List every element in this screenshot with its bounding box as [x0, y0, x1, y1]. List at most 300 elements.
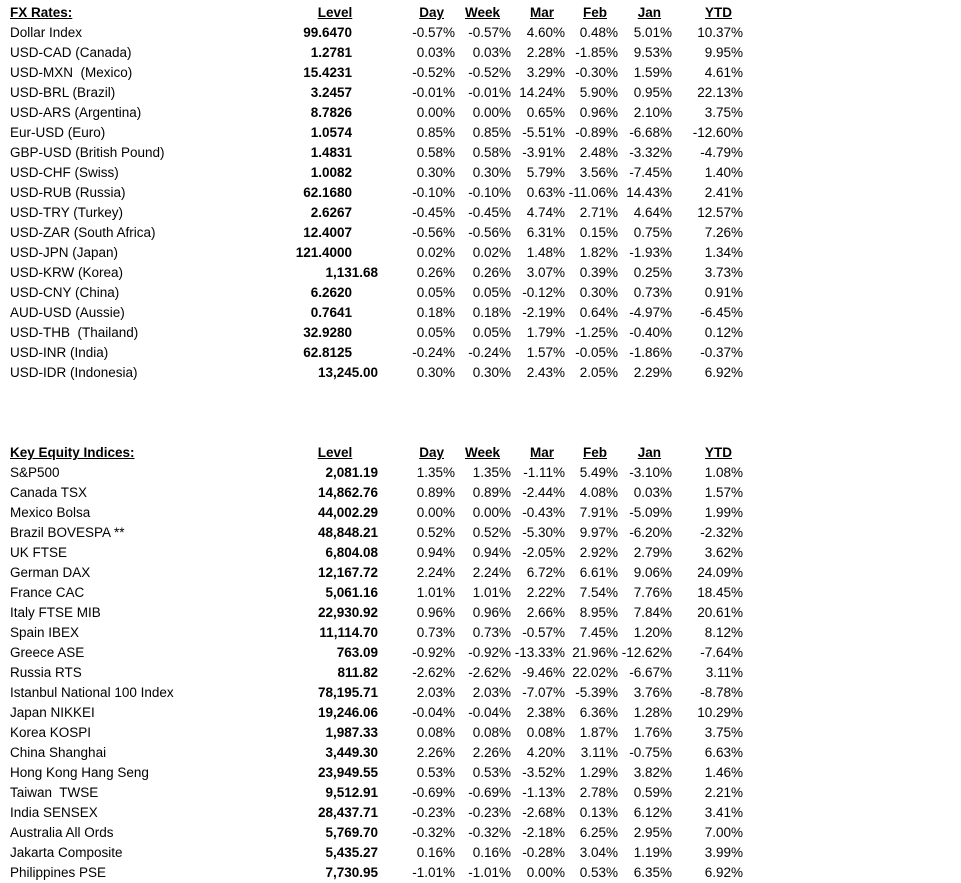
instrument-name: USD-ZAR (South Africa) [10, 225, 156, 240]
jan-change: 0.59% [633, 785, 672, 800]
feb-change: 9.97% [579, 525, 618, 540]
day-change: -0.52% [412, 65, 455, 80]
level-value: 5,769.70 [325, 825, 378, 840]
jan-change: 2.79% [633, 545, 672, 560]
fx-column-header-level: Level [317, 5, 353, 20]
equity-row [0, 503, 744, 523]
fx-row [0, 123, 744, 143]
week-change: -0.92% [468, 645, 511, 660]
instrument-name: USD-CNY (China) [10, 285, 120, 300]
level-value: 1.2781 [310, 45, 352, 60]
ytd-change: -2.32% [700, 525, 743, 540]
level-value: 763.09 [336, 645, 378, 660]
jan-change: 1.19% [633, 845, 672, 860]
jan-change: 5.01% [633, 25, 672, 40]
day-change: 0.30% [416, 365, 455, 380]
level-value: 12.4007 [303, 225, 352, 240]
fx-row [0, 303, 744, 323]
day-change: -0.24% [412, 345, 455, 360]
feb-change: 0.96% [579, 105, 618, 120]
ytd-change: -12.60% [692, 125, 743, 140]
ytd-change: 10.29% [697, 705, 743, 720]
level-value: 7,730.95 [325, 865, 378, 880]
jan-change: 4.64% [633, 205, 672, 220]
equity-row [0, 663, 744, 683]
index-name: Italy FTSE MIB [10, 605, 101, 620]
week-change: 0.53% [472, 765, 511, 780]
day-change: 0.73% [416, 625, 455, 640]
jan-change: 1.76% [633, 725, 672, 740]
instrument-name: USD-KRW (Korea) [10, 265, 124, 280]
mar-change: -2.44% [522, 485, 565, 500]
equity-row [0, 463, 744, 483]
mar-change: 2.66% [526, 605, 565, 620]
equity-row [0, 823, 744, 843]
ytd-change: -8.78% [700, 685, 743, 700]
fx-row [0, 103, 744, 123]
jan-change: 7.84% [633, 605, 672, 620]
week-change: -0.45% [468, 205, 511, 220]
ytd-change: 6.92% [704, 865, 743, 880]
day-change: -0.01% [412, 85, 455, 100]
feb-change: 2.05% [579, 365, 618, 380]
day-change: 0.52% [416, 525, 455, 540]
mar-change: -5.30% [522, 525, 565, 540]
fx-column-header-feb: Feb [582, 5, 607, 20]
instrument-name: Dollar Index [10, 25, 83, 40]
equity-row [0, 643, 744, 663]
level-value: 62.8125 [303, 345, 352, 360]
mar-change: 0.63% [526, 185, 565, 200]
fx-row [0, 23, 744, 43]
fx-row [0, 263, 744, 283]
ytd-change: 6.63% [704, 745, 743, 760]
equity-row [0, 603, 744, 623]
feb-change: 0.48% [579, 25, 618, 40]
ytd-change: 1.99% [704, 505, 743, 520]
ytd-change: 3.41% [704, 805, 743, 820]
equity-row [0, 483, 744, 503]
jan-change: -0.40% [629, 325, 672, 340]
feb-change: -11.06% [568, 185, 618, 200]
jan-change: -0.75% [629, 745, 672, 760]
level-value: 15.4231 [303, 65, 352, 80]
feb-change: 1.82% [579, 245, 618, 260]
level-value: 19,246.06 [317, 705, 378, 720]
instrument-name: GBP-USD (British Pound) [10, 145, 165, 160]
instrument-name: AUD-USD (Aussie) [10, 305, 125, 320]
week-change: 0.08% [472, 725, 511, 740]
week-change: -0.56% [468, 225, 511, 240]
instrument-name: USD-JPN (Japan) [10, 245, 119, 260]
equity-row [0, 863, 744, 883]
ytd-change: 2.21% [704, 785, 743, 800]
jan-change: 1.20% [633, 625, 672, 640]
week-change: -0.32% [468, 825, 511, 840]
week-change: -2.62% [468, 665, 511, 680]
day-change: -0.04% [412, 705, 455, 720]
ytd-change: 12.57% [697, 205, 743, 220]
feb-change: 8.95% [579, 605, 618, 620]
level-value: 12,167.72 [317, 565, 378, 580]
fx-row [0, 243, 744, 263]
feb-change: 0.13% [579, 805, 618, 820]
jan-change: 0.73% [633, 285, 672, 300]
day-change: 0.08% [416, 725, 455, 740]
day-change: 0.58% [416, 145, 455, 160]
jan-change: 1.28% [633, 705, 672, 720]
week-change: 0.00% [472, 105, 511, 120]
ytd-change: 0.91% [704, 285, 743, 300]
index-name: India SENSEX [10, 805, 98, 820]
day-change: 0.30% [416, 165, 455, 180]
jan-change: 0.25% [633, 265, 672, 280]
mar-change: -2.68% [522, 805, 565, 820]
index-name: Brazil BOVESPA ** [10, 525, 125, 540]
ytd-change: 7.00% [704, 825, 743, 840]
feb-change: 22.02% [572, 665, 618, 680]
equity-header-row [0, 443, 744, 463]
fx-column-header-ytd: YTD [705, 5, 732, 20]
week-change: -0.24% [468, 345, 511, 360]
mar-change: 0.00% [526, 865, 565, 880]
level-value: 1,987.33 [325, 725, 378, 740]
ytd-change: 18.45% [697, 585, 743, 600]
week-change: 1.35% [472, 465, 511, 480]
level-value: 23,949.55 [317, 765, 378, 780]
jan-change: 2.29% [633, 365, 672, 380]
level-value: 5,061.16 [325, 585, 378, 600]
equity-row [0, 783, 744, 803]
ytd-change: 6.92% [704, 365, 743, 380]
jan-change: 6.35% [633, 865, 672, 880]
mar-change: -5.51% [522, 125, 565, 140]
fx-row [0, 203, 744, 223]
day-change: -1.01% [412, 865, 455, 880]
day-change: -2.62% [412, 665, 455, 680]
mar-change: 2.38% [526, 705, 565, 720]
level-value: 6,804.08 [325, 545, 378, 560]
mar-change: 4.60% [526, 25, 565, 40]
ytd-change: -4.79% [700, 145, 743, 160]
jan-change: -3.32% [629, 145, 672, 160]
jan-change: -4.97% [629, 305, 672, 320]
feb-change: -1.25% [575, 325, 618, 340]
week-change: -0.52% [468, 65, 511, 80]
equity-row [0, 583, 744, 603]
ytd-change: 1.34% [704, 245, 743, 260]
ytd-change: 1.40% [704, 165, 743, 180]
instrument-name: USD-IDR (Indonesia) [10, 365, 138, 380]
jan-change: -6.67% [629, 665, 672, 680]
day-change: -0.56% [412, 225, 455, 240]
jan-change: 7.76% [633, 585, 672, 600]
day-change: 0.02% [416, 245, 455, 260]
day-change: -0.45% [412, 205, 455, 220]
ytd-change: 3.62% [704, 545, 743, 560]
feb-change: -0.89% [575, 125, 618, 140]
fx-row [0, 163, 744, 183]
mar-change: -2.18% [522, 825, 565, 840]
day-change: 0.05% [416, 285, 455, 300]
week-change: -0.23% [468, 805, 511, 820]
feb-change: -0.30% [575, 65, 618, 80]
feb-change: 3.04% [579, 845, 618, 860]
level-value: 2,081.19 [325, 465, 378, 480]
level-value: 13,245.00 [317, 365, 378, 380]
ytd-change: -0.37% [700, 345, 743, 360]
week-change: 2.24% [472, 565, 511, 580]
mar-change: 4.20% [526, 745, 565, 760]
week-change: 2.26% [472, 745, 511, 760]
mar-change: -1.11% [523, 465, 565, 480]
level-value: 1.0082 [310, 165, 352, 180]
level-value: 5,435.27 [325, 845, 378, 860]
mar-change: -1.13% [522, 785, 565, 800]
jan-change: 0.03% [633, 485, 672, 500]
ytd-change: 3.11% [705, 665, 743, 680]
fx-row [0, 43, 744, 63]
week-change: -0.10% [468, 185, 511, 200]
day-change: 0.96% [416, 605, 455, 620]
index-name: Hong Kong Hang Seng [10, 765, 149, 780]
day-change: 1.01% [416, 585, 455, 600]
fx-row [0, 323, 744, 343]
mar-change: 0.65% [526, 105, 565, 120]
week-change: 0.05% [472, 325, 511, 340]
day-change: 1.35% [416, 465, 455, 480]
fx-column-header-jan: Jan [637, 5, 661, 20]
level-value: 1,131.68 [325, 265, 378, 280]
week-change: 0.52% [472, 525, 511, 540]
day-change: 2.03% [416, 685, 455, 700]
equity-column-header-level: Level [317, 445, 353, 460]
index-name: Philippines PSE [10, 865, 107, 880]
week-change: 0.94% [472, 545, 511, 560]
feb-change: 6.25% [579, 825, 618, 840]
mar-change: -2.19% [522, 305, 565, 320]
feb-change: -0.05% [575, 345, 618, 360]
jan-change: 2.95% [633, 825, 672, 840]
instrument-name: Eur-USD (Euro) [10, 125, 106, 140]
equity-row [0, 743, 744, 763]
week-change: 1.01% [472, 585, 511, 600]
feb-change: 1.29% [579, 765, 618, 780]
day-change: 0.16% [416, 845, 455, 860]
level-value: 811.82 [337, 665, 378, 680]
day-change: 2.24% [416, 565, 455, 580]
jan-change: -12.62% [621, 645, 672, 660]
index-name: Japan NIKKEI [10, 705, 95, 720]
jan-change: 14.43% [626, 185, 672, 200]
ytd-change: 0.12% [704, 325, 743, 340]
mar-change: -9.46% [522, 665, 565, 680]
level-value: 62.1680 [303, 185, 352, 200]
jan-change: -1.93% [629, 245, 672, 260]
week-change: 0.00% [472, 505, 511, 520]
level-value: 1.4831 [310, 145, 352, 160]
week-change: 2.03% [472, 685, 511, 700]
feb-change: 4.08% [579, 485, 618, 500]
jan-change: -5.09% [629, 505, 672, 520]
ytd-change: 3.75% [704, 725, 743, 740]
equity-column-header-mar: Mar [529, 445, 554, 460]
mar-change: -0.43% [522, 505, 565, 520]
mar-change: 2.22% [526, 585, 565, 600]
day-change: 0.94% [416, 545, 455, 560]
week-change: 0.18% [472, 305, 511, 320]
level-value: 44,002.29 [317, 505, 378, 520]
mar-change: 1.48% [526, 245, 565, 260]
level-value: 22,930.92 [317, 605, 378, 620]
level-value: 14,862.76 [317, 485, 378, 500]
mar-change: 4.74% [526, 205, 565, 220]
feb-change: 5.90% [579, 85, 618, 100]
level-value: 78,195.71 [317, 685, 378, 700]
jan-change: -1.86% [629, 345, 672, 360]
day-change: -0.32% [412, 825, 455, 840]
feb-change: -1.85% [575, 45, 618, 60]
week-change: 0.73% [472, 625, 511, 640]
day-change: -0.10% [412, 185, 455, 200]
equity-row [0, 763, 744, 783]
day-change: 0.53% [416, 765, 455, 780]
mar-change: 3.07% [526, 265, 565, 280]
mar-change: 6.31% [526, 225, 565, 240]
mar-change: 1.57% [526, 345, 565, 360]
index-name: Canada TSX [10, 485, 88, 500]
index-name: Taiwan TWSE [10, 785, 99, 800]
index-name: China Shanghai [10, 745, 107, 760]
day-change: -0.57% [412, 25, 455, 40]
day-change: -0.69% [412, 785, 455, 800]
level-value: 9,512.91 [325, 785, 378, 800]
mar-change: 1.79% [526, 325, 565, 340]
ytd-change: 1.08% [704, 465, 743, 480]
mar-change: 2.43% [526, 365, 565, 380]
fx-column-header-day: Day [419, 5, 444, 20]
week-change: -0.04% [468, 705, 511, 720]
level-value: 3.2457 [310, 85, 352, 100]
fx-column-header-mar: Mar [529, 5, 554, 20]
feb-change: 21.96% [572, 645, 618, 660]
week-change: 0.05% [472, 285, 511, 300]
mar-change: -0.57% [522, 625, 565, 640]
week-change: -0.69% [468, 785, 511, 800]
jan-change: -3.10% [629, 465, 672, 480]
ytd-change: 1.46% [704, 765, 743, 780]
day-change: 0.18% [416, 305, 455, 320]
feb-change: 7.91% [579, 505, 618, 520]
week-change: -0.01% [468, 85, 511, 100]
equity-column-header-day: Day [419, 445, 444, 460]
week-change: -0.57% [468, 25, 511, 40]
equity-row [0, 543, 744, 563]
feb-change: 6.61% [579, 565, 618, 580]
ytd-change: 10.37% [697, 25, 743, 40]
feb-change: 2.71% [579, 205, 618, 220]
index-name: UK FTSE [10, 545, 68, 560]
ytd-change: 20.61% [697, 605, 743, 620]
jan-change: 9.06% [633, 565, 672, 580]
index-name: Jakarta Composite [10, 845, 123, 860]
level-value: 48,848.21 [317, 525, 378, 540]
mar-change: -0.12% [522, 285, 565, 300]
index-name: Korea KOSPI [10, 725, 92, 740]
feb-change: 7.54% [579, 585, 618, 600]
feb-change: 0.15% [579, 225, 618, 240]
section-gap [0, 383, 961, 443]
equity-row [0, 723, 744, 743]
ytd-change: 1.57% [704, 485, 743, 500]
mar-change: -3.52% [522, 765, 565, 780]
ytd-change: 9.95% [704, 45, 743, 60]
equity-row [0, 523, 744, 543]
ytd-change: -7.64% [700, 645, 743, 660]
instrument-name: USD-CAD (Canada) [10, 45, 132, 60]
week-change: 0.02% [472, 245, 511, 260]
mar-change: 14.24% [519, 85, 565, 100]
mar-change: -13.33% [514, 645, 565, 660]
level-value: 3,449.30 [325, 745, 378, 760]
fx-section-title: FX Rates: [10, 5, 73, 20]
equity-row [0, 623, 744, 643]
feb-change: 2.92% [579, 545, 618, 560]
instrument-name: USD-MXN (Mexico) [10, 65, 133, 80]
fx-header-row [0, 3, 744, 23]
jan-change: 3.82% [633, 765, 672, 780]
day-change: 0.05% [416, 325, 455, 340]
index-name: Greece ASE [10, 645, 85, 660]
week-change: 0.26% [472, 265, 511, 280]
index-name: France CAC [10, 585, 85, 600]
feb-change: 0.53% [579, 865, 618, 880]
jan-change: 9.53% [633, 45, 672, 60]
level-value: 99.6470 [303, 25, 352, 40]
fx-row [0, 183, 744, 203]
instrument-name: USD-RUB (Russia) [10, 185, 126, 200]
week-change: 0.30% [472, 165, 511, 180]
week-change: 0.89% [472, 485, 511, 500]
feb-change: -5.39% [575, 685, 618, 700]
week-change: 0.96% [472, 605, 511, 620]
instrument-name: USD-INR (India) [10, 345, 109, 360]
jan-change: -6.20% [629, 525, 672, 540]
fx-row [0, 223, 744, 243]
jan-change: 3.76% [633, 685, 672, 700]
index-name: Russia RTS [10, 665, 82, 680]
jan-change: 2.10% [633, 105, 672, 120]
week-change: 0.03% [472, 45, 511, 60]
feb-change: 2.48% [579, 145, 618, 160]
jan-change: -6.68% [629, 125, 672, 140]
feb-change: 5.49% [579, 465, 618, 480]
instrument-name: USD-ARS (Argentina) [10, 105, 142, 120]
mar-change: -7.07% [522, 685, 565, 700]
ytd-change: 2.41% [704, 185, 743, 200]
fx-row [0, 143, 744, 163]
mar-change: -3.91% [522, 145, 565, 160]
week-change: 0.58% [472, 145, 511, 160]
day-change: 0.85% [416, 125, 455, 140]
equity-row [0, 803, 744, 823]
feb-change: 0.39% [579, 265, 618, 280]
fx-row [0, 363, 744, 383]
fx-column-header-week: Week [464, 5, 500, 20]
equity-section-title: Key Equity Indices: [10, 445, 135, 460]
ytd-change: 3.75% [704, 105, 743, 120]
ytd-change: 24.09% [697, 565, 743, 580]
